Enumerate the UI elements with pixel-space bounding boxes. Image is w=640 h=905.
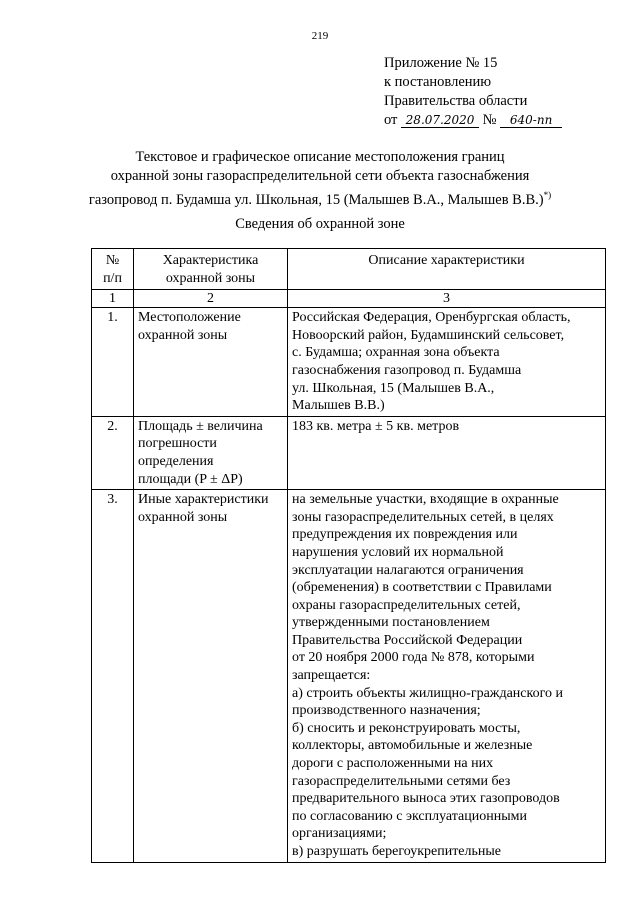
title-line-3: [40, 186, 600, 210]
row-characteristic: Иные характеристики охранной зоны: [134, 490, 288, 862]
index-col-2: 2: [134, 290, 288, 308]
handwritten-date: 28.07.2020: [401, 113, 479, 128]
row-description: 183 кв. метра ± 5 кв. метров: [288, 416, 606, 489]
row-description: на земельные участки, входящие в охранные зоны газораспределительных сетей, в целях предупреждения их повреждения или нарушения условий их нормальной эксплуатации налагаются ограничения (обременения) в соответствии с Правилами охраны газораспределительных сетей, утвержденными постановлением Правительства Российской Федерации от 20 ноября 2000 года № 878, которыми запрещается: а) строить объекты жилищно-гражданского и производственного назначения; б) сносить и реконструировать мосты, коллекторы, автомобильные и железные дороги с расположенными на них газораспределительными сетями без предварительного выноса этих газопроводов по согласованию с эксплуатационными организациями; в) разрушать берегоукрепительные: [288, 490, 606, 862]
section-subtitle: Сведения об охранной зоне: [235, 216, 405, 232]
page-number: 219: [311, 30, 329, 42]
title-line-1: Текстовое и графическое описание местоположения границ: [135, 149, 505, 165]
row-characteristic: Площадь ± величина погрешности определения площади (P ± ΔP): [134, 416, 288, 489]
appendix-line-3: Правительства области: [384, 93, 528, 109]
table-row: [92, 308, 606, 417]
appendix-line-2: к постановлению: [384, 74, 492, 90]
appendix-block: [384, 54, 562, 130]
number-prefix: №: [482, 112, 497, 128]
index-col-1: 1: [92, 290, 134, 308]
table-header-row: [92, 249, 606, 290]
table-index-row: [92, 290, 606, 308]
row-number: 3.: [92, 490, 134, 862]
row-number: 1.: [92, 308, 134, 417]
index-col-3: 3: [288, 290, 606, 308]
title-line-3-text: газопровод п. Будамша ул. Школьная, 15 (Малышев В.А., Малышев В.В.): [88, 191, 544, 208]
row-characteristic: Местоположение охранной зоны: [134, 308, 288, 417]
title-line-2: охранной зоны газораспределительной сети объекта газоснабжения: [110, 168, 530, 184]
header-description: Описание характеристики: [288, 249, 606, 290]
table-row: [92, 416, 606, 489]
header-number: № п/п: [92, 249, 134, 290]
document-title: [40, 148, 600, 210]
footnote-mark: *): [543, 190, 552, 200]
table-row: [92, 490, 606, 862]
zone-info-table: [91, 248, 606, 863]
appendix-line-1: Приложение № 15: [384, 55, 498, 71]
row-number: 2.: [92, 416, 134, 489]
header-characteristic: Характеристика охранной зоны: [134, 249, 288, 290]
date-prefix: от: [384, 112, 398, 128]
appendix-date-line: [384, 111, 562, 130]
row-description: Российская Федерация, Оренбургская область, Новоорский район, Будамшинский сельсовет, с. Будамша; охранная зона объекта газоснабжения газопровод п. Будамша ул. Школьная, 15 (Малышев В.А., Малышев В.В.): [288, 308, 606, 417]
handwritten-number: 640-пп: [500, 113, 562, 128]
